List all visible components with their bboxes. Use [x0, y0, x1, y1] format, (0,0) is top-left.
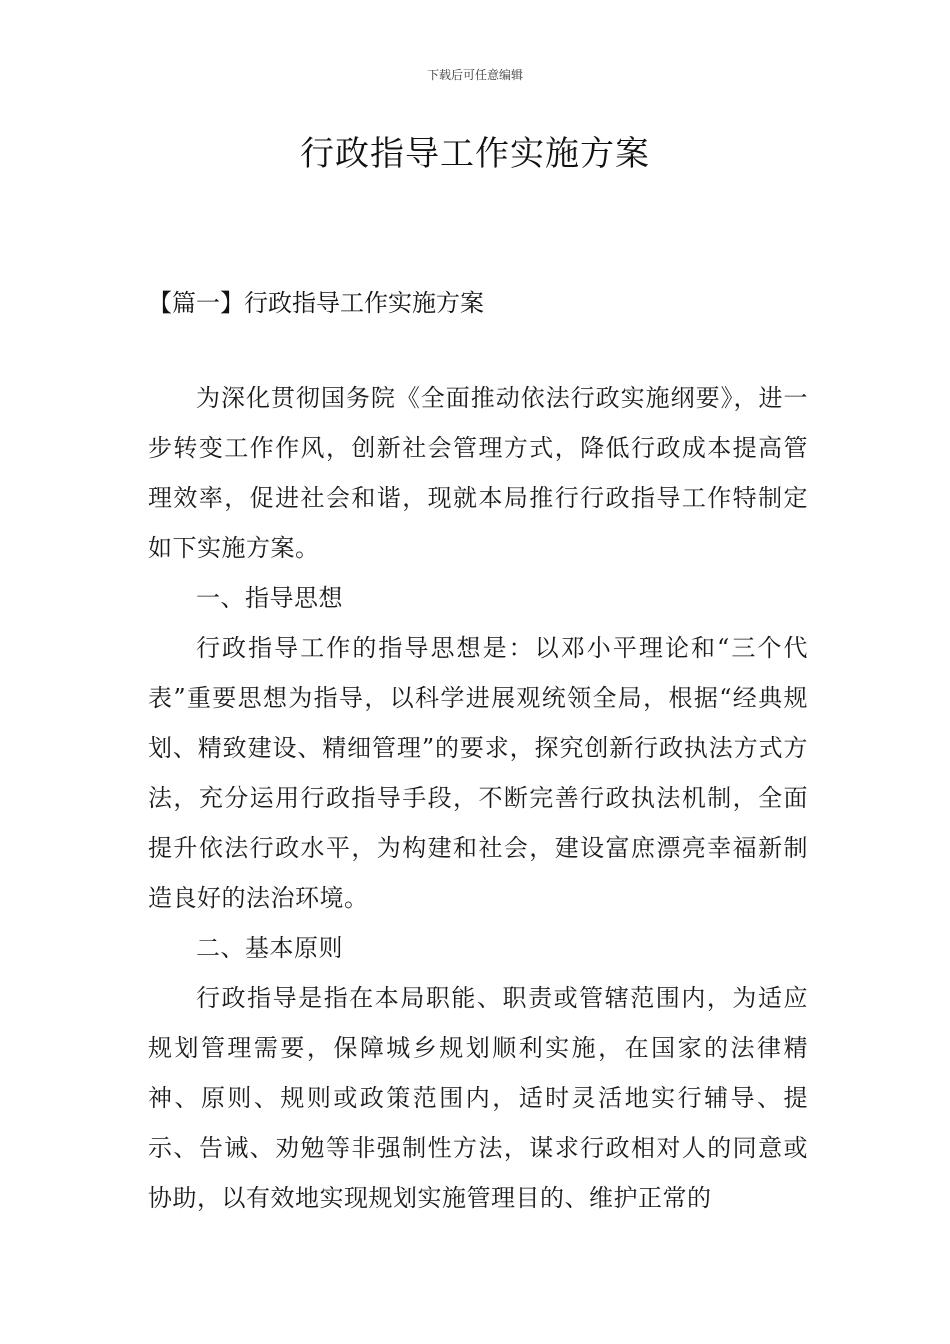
- paragraph-basic-principles: 行政指导是指在本局职能、职责或管辖范围内，为适应规划管理需要，保障城乡规划顺利实施，在国家的法律精神、原则、规则或政策范围内，适时灵活地实行辅导、提示、告诫、劝勉等非强制性方法，谋求行政相对人的同意或协助，以有效地实现规划实施管理目的、维护正常的: [148, 984, 808, 1212]
- paragraph-intro: 为深化贯彻国务院《全面推动依法行政实施纲要》，进一步转变工作作风，创新社会管理方式，降低行政成本提高管理效率，促进社会和谐，现就本局推行行政指导工作特制定如下实施方案。: [148, 384, 808, 562]
- document-body: [148, 373, 808, 1223]
- document-title: 行政指导工作实施方案: [300, 134, 650, 174]
- subheading-basic-principles: 二、基本原则: [196, 934, 343, 962]
- header-note: 下载后可任意编辑: [426, 68, 523, 82]
- paragraph-guiding-thought: 行政指导工作的指导思想是：以邓小平理论和“三个代表”重要思想为指导，以科学进展观统领全局，根据“经典规划、精致建设、精细管理”的要求，探究创新行政执法方式方法，充分运用行政指导手段，不断完善行政执法机制，全面提升依法行政水平，为构建和社会，建设富庶漂亮幸福新制造良好的法治环境。: [148, 634, 808, 912]
- subheading-guiding-thought: 一、指导思想: [196, 584, 343, 612]
- section-heading: 【篇一】行政指导工作实施方案: [148, 289, 484, 317]
